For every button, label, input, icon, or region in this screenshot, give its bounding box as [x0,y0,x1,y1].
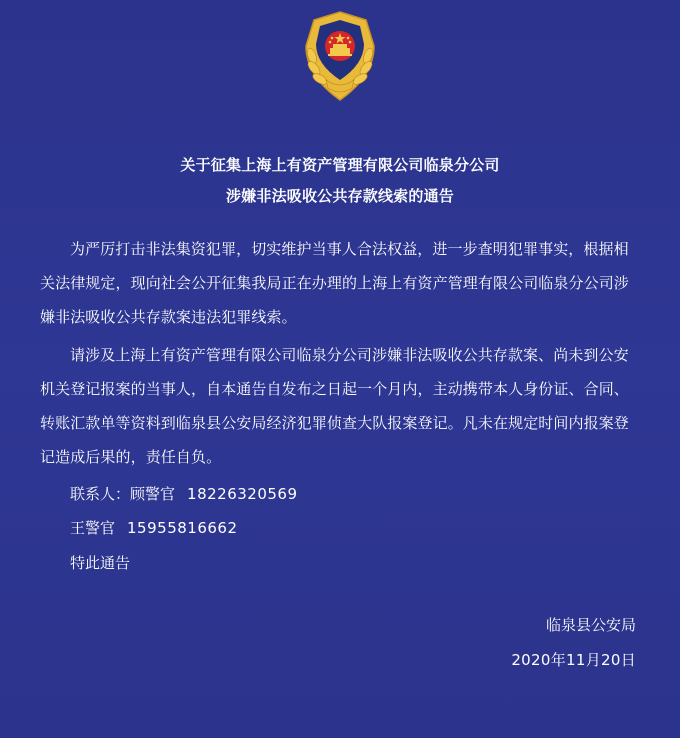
notice-paragraph-1: 为严厉打击非法集资犯罪，切实维护当事人合法权益，进一步查明犯罪事实，根据相关法律规定，现向社会公开征集我局正在办理的上海上有资产管理有限公司临泉分公司涉嫌非法吸收公共存款案违法犯罪线索。 [40,240,629,326]
contact-phone: 18226320569 [187,485,298,503]
contact-line-2 [70,518,238,538]
contact-phone: 15955816662 [127,519,238,537]
contact-line-1 [70,484,298,504]
police-emblem-icon [290,6,390,106]
notice-title-line-1: 关于征集上海上有资产管理有限公司临泉分公司 [180,156,500,174]
signature-date: 2020年11月20日 [511,651,636,669]
notice-paragraph-2: 请涉及上海上有资产管理有限公司临泉分公司涉嫌非法吸收公共存款案、尚未到公安机关登记报案的当事人，自本通告自发布之日起一个月内，主动携带本人身份证、合同、转账汇款单等资料到临泉县公安局经济犯罪侦查大队报案登记。凡未在规定时间内报案登记造成后果的，责任自负。 [40,346,629,466]
notice-title-line-2: 涉嫌非法吸收公共存款线索的通告 [225,187,454,205]
contact-label: 联系人： [70,485,131,503]
signature-org: 临泉县公安局 [545,616,636,634]
contact-name: 顾警官 [130,485,176,503]
closing-text: 特此通告 [70,554,131,572]
contact-name: 王警官 [70,519,116,537]
